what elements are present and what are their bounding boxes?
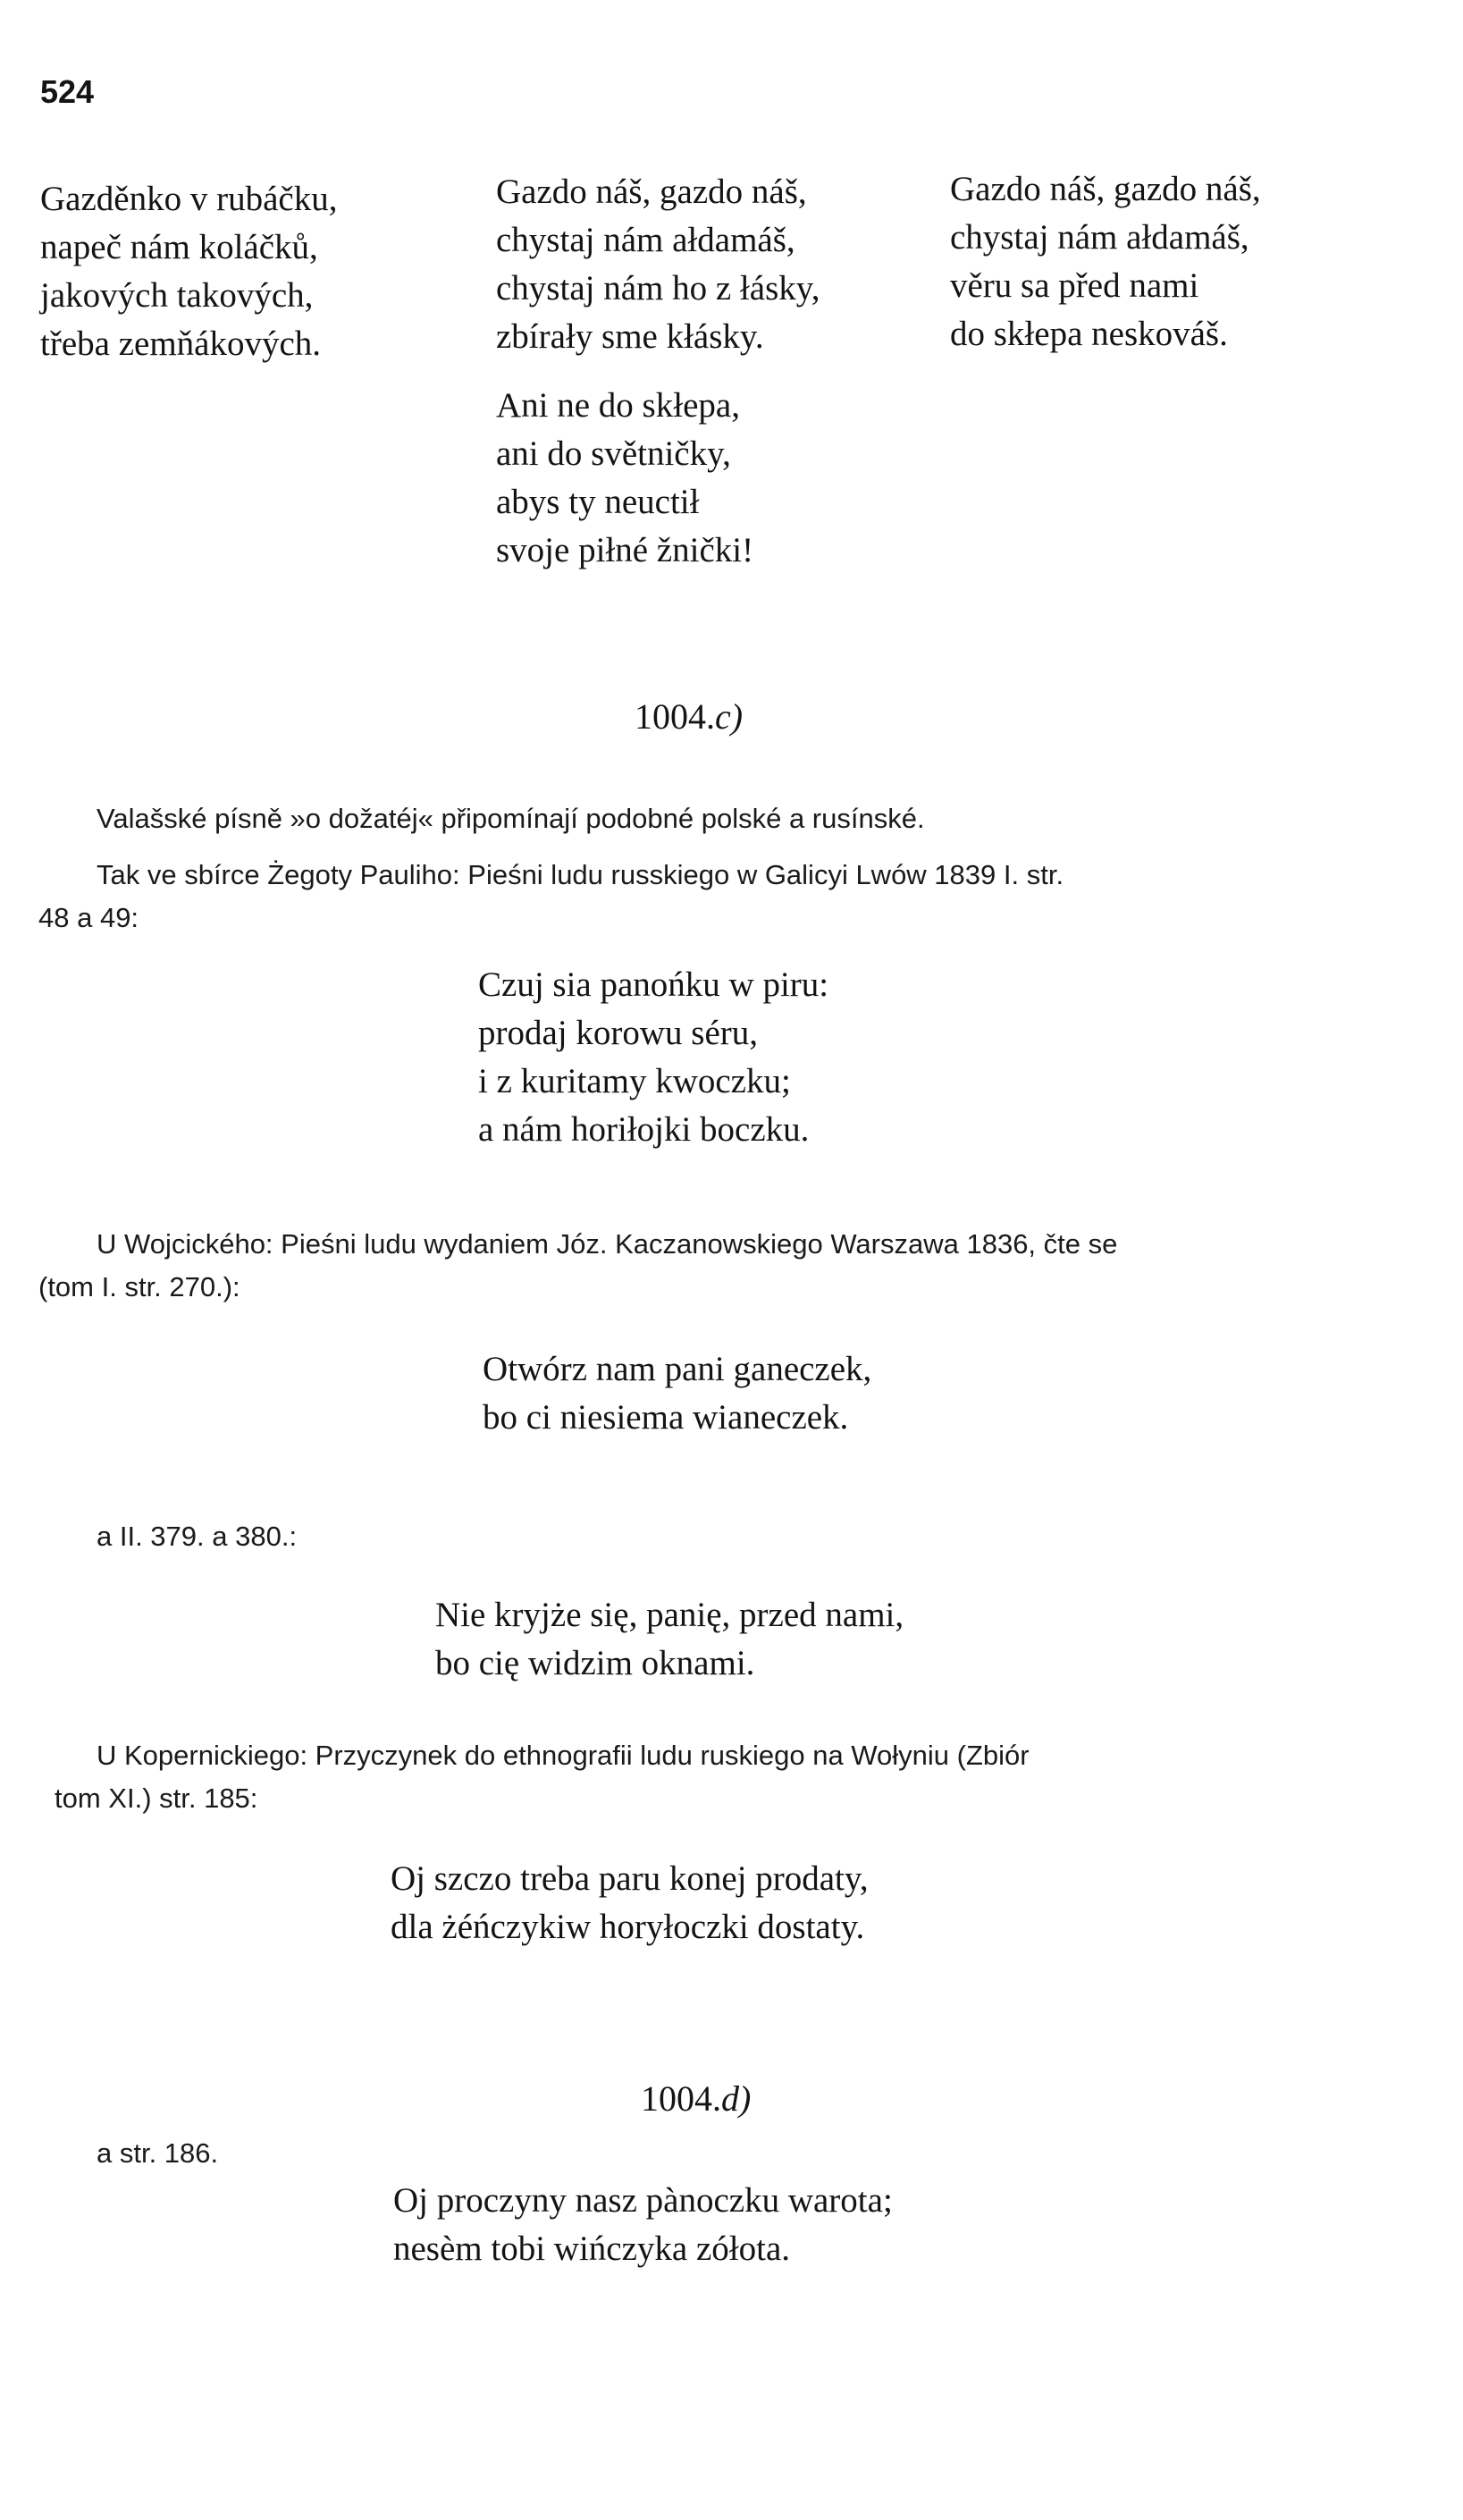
text-line: svoje piłné žnički!: [496, 531, 754, 569]
heading-letter: d): [721, 2078, 752, 2119]
text-line: abys ty neuctił: [496, 483, 700, 521]
paragraph-3: [38, 1223, 1118, 1309]
text-line: chystaj nám ałdamáš,: [950, 218, 1249, 257]
text-line: prodaj korowu séru,: [478, 1014, 759, 1052]
paragraph-4: [97, 1515, 297, 1558]
heading-number: 1004.: [641, 2078, 721, 2119]
paragraph-line: U Wojcického: Pieśni ludu wydaniem Józ. Kaczanowskiego Warszawa 1836, čte se: [97, 1228, 1118, 1260]
text-line: a str. 186.: [97, 2137, 219, 2169]
text-line: Oj szczo treba paru konej prodaty,: [391, 1859, 869, 1898]
paragraph-5: [55, 1734, 1030, 1820]
text-line: věru sa před nami: [950, 266, 1199, 305]
stanza-col1: [40, 175, 337, 368]
text-line: Valašské písně »o dožatéj« připomínají podobné polské a rusínské.: [97, 803, 925, 834]
verse-3: [435, 1591, 904, 1688]
text-line: bo ci niesiema wianeczek.: [483, 1398, 849, 1437]
paragraph-line: U Kopernickiego: Przyczynek do ethnografii ludu ruskiego na Wołyniu (Zbiór: [97, 1740, 1030, 1771]
verse-5: [393, 2177, 893, 2273]
page-number: 524: [40, 73, 95, 110]
stanza-col2a: [496, 168, 820, 361]
heading-1004d: [641, 2078, 751, 2120]
text-line: ani do světničky,: [496, 434, 731, 473]
stanza-col2b: [496, 382, 753, 575]
text-line: Gazdo náš, gazdo náš,: [496, 173, 807, 211]
heading-letter: c): [715, 696, 744, 737]
text-line: nesèm tobi wińczyka zółota.: [393, 2229, 791, 2268]
text-line: Gazděnko v rubáčku,: [40, 180, 338, 218]
text-line: jakových takových,: [40, 276, 314, 315]
text-line: Nie kryjże się, panię, przed nami,: [435, 1596, 904, 1634]
text-line: do skłepa neskováš.: [950, 315, 1228, 353]
text-line: Ani ne do skłepa,: [496, 386, 740, 425]
text-line: chystaj nám ałdamáš,: [496, 221, 795, 259]
verse-2: [483, 1345, 871, 1442]
text-line: bo cię widzim oknami.: [435, 1644, 755, 1682]
text-line: a II. 379. a 380.:: [97, 1521, 298, 1552]
stanza-col3: [950, 165, 1261, 358]
verse-1: [478, 961, 828, 1154]
paragraph-2: [38, 854, 1064, 940]
paragraph-line: (tom I. str. 270.):: [38, 1271, 240, 1302]
verse-4: [391, 1855, 869, 1951]
heading-1004c: [635, 695, 743, 737]
text-line: a nám horiłojki boczku.: [478, 1110, 810, 1149]
text-line: dla żéńczykiw horyłoczki dostaty.: [391, 1908, 865, 1946]
paragraph-1: [97, 797, 925, 840]
text-line: napeč nám koláčků,: [40, 228, 318, 266]
paragraph-6: [97, 2132, 218, 2175]
text-line: chystaj nám ho z łásky,: [496, 269, 820, 308]
text-line: Otwórz nam pani ganeczek,: [483, 1350, 872, 1388]
text-line: i z kuritamy kwoczku;: [478, 1062, 791, 1100]
paragraph-line: 48 a 49:: [38, 902, 139, 933]
text-line: Czuj sia panońku w piru:: [478, 965, 829, 1004]
text-line: třeba zemňákových.: [40, 324, 322, 363]
text-line: Oj proczyny nasz pànoczku warota;: [393, 2181, 893, 2220]
paragraph-line: Tak ve sbírce Żegoty Pauliho: Pieśni ludu russkiego w Galicyi Lwów 1839 I. str.: [97, 859, 1064, 890]
text-line: Gazdo náš, gazdo náš,: [950, 170, 1261, 208]
text-line: zbírały sme kłásky.: [496, 317, 764, 356]
heading-number: 1004.: [635, 696, 715, 737]
paragraph-line: tom XI.) str. 185:: [55, 1783, 258, 1814]
